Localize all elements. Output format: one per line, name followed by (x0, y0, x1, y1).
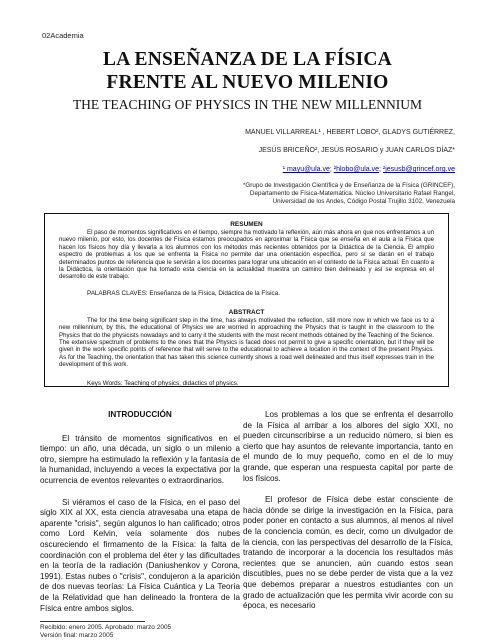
paper-subtitle-english: THE TEACHING OF PHYSICS IN THE NEW MILLENNIUM (72, 97, 423, 112)
email-link-mayu[interactable]: ¹ mayu@ula.ve (282, 166, 330, 173)
intro-paragraph-1: El tránsito de momentos significativos en el tiempo: un año, una década, un siglo o un milenio a otro, siempre ha estimulado la reflexión y la fantasía de la humanidad, incluyendo a veces la expectativa por la ocurrencia de eventos relevantes o extraordinarios. (40, 433, 240, 485)
email-link-hlobo[interactable]: ²hlobo@ula.ve (333, 166, 380, 173)
footnote-divider (40, 621, 145, 622)
abstract-heading: ABSTRACT (228, 308, 265, 316)
received-date: Recibido: enero 2005. Aprobado: marzo 2005 (40, 624, 172, 631)
resumen-keywords: PALABRAS CLAVES: Enseñanza de la Física, Didáctica de la Física. (87, 289, 280, 297)
affiliation (125, 182, 455, 207)
resumen-heading: RESUMEN (230, 221, 263, 228)
left-column (40, 410, 240, 625)
journal-header: 02Academia (42, 31, 84, 40)
email-link-jesusb[interactable]: ²jesusb@grincef.org.ve (382, 166, 455, 173)
authors-line-2: JESÚS BRICEÑO², JESÚS ROSARIO y JUAN CARLOS DÍAZ* (258, 147, 455, 154)
paper-title-line-2: FRENTE AL NUEVO MILENIO (106, 72, 389, 93)
abstract-box (44, 213, 449, 387)
abstract-body: The for the time being significant step in the time, has always motivated the reflection, still more now in which we face us to a new millennium, by this, the educational of Physics we are worried in approaching the Physics that is taught in the classroom to the Physics that do the physicists nowadays and to carry it the students with the most recent methods obtained by the Teaching of the Science. The extensive spectrum of problems to the ones that the Physics is faced does not permit to give a specific orientation, but if they will be given in the work specific points of reference that will serve to the educational to achieve a location in the context of the present Physics. As for the Teaching, the orientation that has taken this science currently shows a road well delineated and thus itself expresses train in the development of this work. (59, 316, 434, 369)
affiliation-line-2: Departamento de Física-Matemática. Núcleo Universitario Rafael Rangel, (249, 190, 455, 198)
authors-line-1: MANUEL VILLARREAL¹ , HEBERT LOBO², GLADYS GUTIÉRREZ, (245, 129, 455, 136)
intro-paragraph-2: Si viéramos el caso de la Física, en el paso del siglo XIX al XX, esta ciencia atravesaba una etapa de aparente "crisis", según algunos lo han calificado; otros como Lord Kelvin, veía solamente dos nubes oscureciendo el firmamento de la Física: la falta de coordinación con el problema del éter y las dificultades en la teoría de la radiación (Daniushenkov y Corona, 1991). Estas nubes o "crisis", condujeron a la aparición de dos nuevas teorías: La Física Cuántica y La Teoría de la Relatividad que han delineado la frontera de la Física entre ambos siglos. (40, 497, 240, 613)
author-emails: ¹ mayu@ula.ve; ²hlobo@ula.ve; ²jesusb@grincef.org.ve (282, 166, 455, 173)
right-paragraph-2: El profesor de Física debe estar consciente de hacia dónde se dirige la investigación en la Física, para poder poner en contacto a sus alumnos, al menos al nivel de la conciencia común, es decir, como un divulgador de la ciencia, con las perspectivas del desarrollo de la Física, tratando de incorporar a la docencia los resultados más recientes que se anuncien, aún cuando estos sean discutibles, pues no se debe perder de vista que a la vez que debemos preparar a nuestros estudiantes con un grado de actualización que les permita vivir acorde con su época, es necesario (243, 495, 453, 611)
introduction-heading: INTRODUCCIÓN (108, 410, 172, 419)
affiliation-line-1: *Grupo de Investigación Científica y de Enseñanza de la Física (GRINCEF), (242, 182, 455, 189)
right-column (243, 410, 453, 623)
affiliation-line-3: Universidad de los Andes, Código Postal Trujillo 3102, Venezuela (272, 198, 455, 206)
final-version-date: Versión final: marzo 2005 (40, 632, 114, 639)
resumen-body: El paso de momentos significativos en el tiempo, siempre ha motivado la reflexión, aún más ahora en que nos enfrentamos a un nuevo milenio, por esto, los docentes de Física estamos preocupados en aproximar la Física que se enseña en el aula a la Física que hacen los físicos hoy día y llevarla a los alumnos con los métodos más recientes obtenidos por la Didáctica de la Ciencia. El amplio espectro de problemas a los que se enfrenta la Física no permite dar una orientación específica, pero sí se darán en el trabajo determinados puntos de referencia que le servirán a los docentes para lograr una ubicación en el contexto de la Física actual. En cuanto a la Didáctica, la orientación que ha tomado esta ciencia en la actualidad muestra un camino bien delineado y así se expresa en el desarrollo de este trabajo. (59, 229, 434, 281)
paper-title-line-1: LA ENSEÑANZA DE LA FÍSICA (103, 49, 392, 70)
abstract-keywords: Keys Words: Teaching of physics, didactics of physics. (87, 379, 239, 387)
right-paragraph-1: Los problemas a los que se enfrenta el desarrollo de la Física al arribar a los albores del siglo XXI, no pueden circunscribirse a un reducido número, si bien es cierto que hay asuntos de relevante importancia, tanto en el mundo de lo muy pequeño, como en el de lo muy grande, que esperan una respuesta capital por parte de los físicos. (243, 410, 453, 483)
